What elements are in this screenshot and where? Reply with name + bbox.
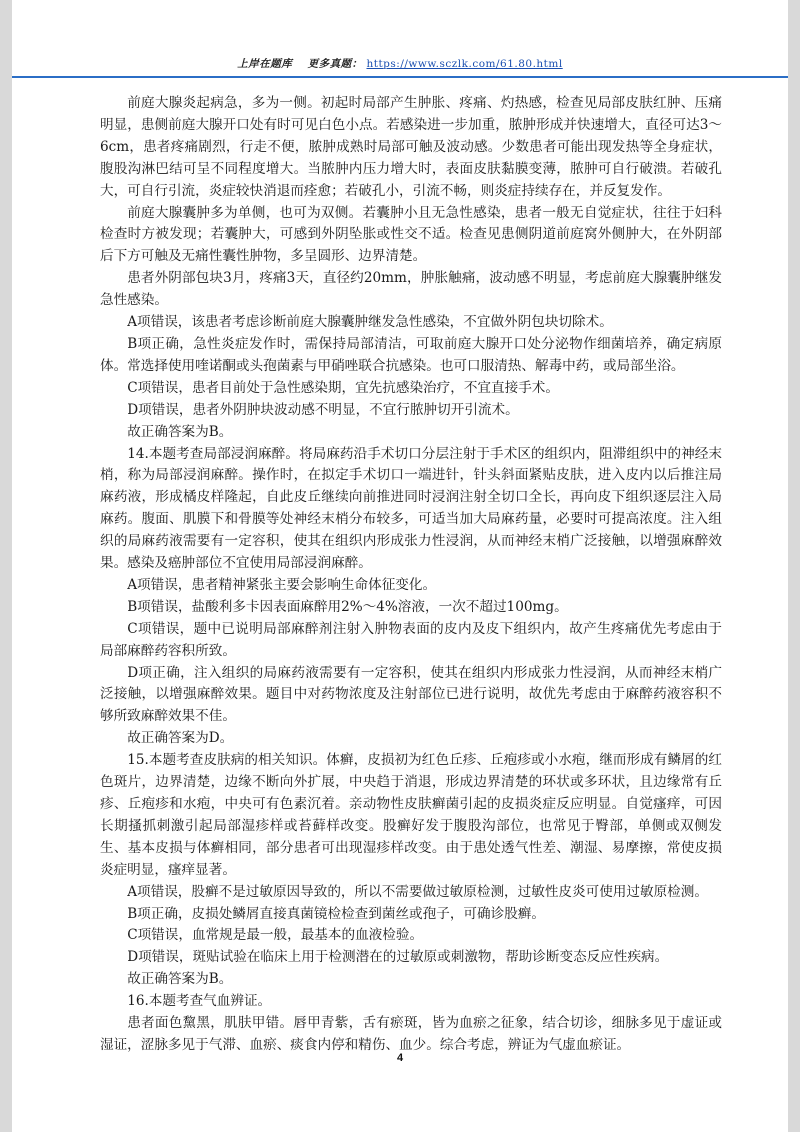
answer-line: 故正确答案为B。 (127, 423, 233, 440)
page-header (12, 56, 788, 71)
paragraph: D项错误，斑贴试验在临床上用于检测潜在的过敏原或刺激物，帮助诊断变态反应性疾病。 (127, 949, 669, 966)
answer-line: 故正确答案为D。 (127, 730, 234, 747)
paragraph: 14.本题考查局部浸润麻醉。将局麻药沿手术切口分层注射于手术区的组织内，阻滞组织中的神经末梢，称为局部浸润麻醉。操作时，在拟定手术切口一端进针，针头斜面紧贴皮肤，进入皮内以后推注局麻药液，形成橘皮样隆起，自此皮丘继续向前推进同时浸润注射全切口全长，再向皮下组织逐层注入局麻药。腹面、肌膜下和骨膜等处神经末梢分布较多，可适当加大局麻药量，必要时可提高浓度。注入组织的局麻药液需要有一定容积，使其在组织内形成张力性浸润，从而神经末梢广泛接触，以增强麻醉效果。感染及癌肿部位不宜使用局部浸润麻醉。 (100, 445, 722, 572)
paragraph: D项正确，注入组织的局麻药液需要有一定容积，使其在组织内形成张力性浸润，从而神经末梢广泛接触，以增强麻醉效果。题目中对药物浓度及注射部位已进行说明，故优先考虑由于麻醉药液容积不够所致麻醉效果不佳。 (100, 664, 722, 725)
paragraph: 16.本题考查气血辨证。 (127, 993, 272, 1010)
paragraph: B项错误，盐酸利多卡因表面麻醉用2%～4%溶液，一次不超过100mg。 (127, 598, 568, 615)
paragraph: C项错误，题中已说明局部麻醉剂注射入肿物表面的皮内及皮下组织内，故产生疼痛优先考虑由于局部麻醉药容积所致。 (100, 620, 722, 659)
paragraph: C项错误，患者目前处于急性感染期，宜先抗感染治疗，不宜直接手术。 (127, 379, 559, 396)
paragraph: 前庭大腺囊肿多为单侧，也可为双侧。若囊肿小且无急性感染，患者一般无自觉症状，往往于妇科检查时方被发现；若囊肿大，可感到外阴坠胀或性交不适。检查见患侧阴道前庭窝外侧肿大，在外阴部后下方可触及无痛性囊性肿物，多呈圆形、边界清楚。 (100, 204, 722, 265)
paragraph: A项错误，患者精神紧张主要会影响生命体征变化。 (127, 576, 437, 593)
site-label: 上岸在题库 (237, 58, 293, 70)
header-divider (12, 76, 788, 78)
paragraph: D项错误，患者外阴肿块波动感不明显，不宜行脓肿切开引流术。 (127, 401, 519, 418)
paragraph: C项错误，血常规是最一般，最基本的血液检验。 (127, 927, 424, 944)
paragraph: 前庭大腺炎起病急，多为一侧。初起时局部产生肿胀、疼痛、灼热感，检查见局部皮肤红肿、压痛明显，患侧前庭大腺开口处有时可见白色小点。若感染进一步加重，脓肿形成并快速增大，直径可达3～6cm，患者疼痛剧烈，行走不便，脓肿成熟时局部可触及波动感。少数患者可能出现发热等全身症状，腹股沟淋巴结可呈不同程度增大。当脓肿内压力增大时，表面皮肤黏膜变薄，脓肿可自行破溃。若破孔大，可自行引流，炎症较快消退而痊愈；若破孔小，引流不畅，则炎症持续存在，并反复发作。 (100, 95, 722, 199)
paragraph: A项错误，股癣不是过敏原因导致的，所以不需要做过敏原检测，过敏性皮炎可使用过敏原检测。 (127, 883, 708, 900)
paragraph: A项错误，该患者考虑诊断前庭大腺囊肿继发急性感染，不宜做外阴包块切除术。 (127, 314, 613, 331)
exam-label: 更多真题： (307, 58, 363, 70)
answer-line: 故正确答案为B。 (127, 971, 233, 988)
document-page (12, 0, 788, 1132)
paragraph: 患者外阴部包块3月，疼痛3天，直径约20mm，肿胀触痛，波动感不明显，考虑前庭大腺囊肿继发急性感染。 (100, 270, 722, 309)
paragraph: 患者面色黧黑，肌肤甲错。唇甲青紫，舌有瘀斑，皆为血瘀之征象，结合切诊，细脉多见于虚证或湿证，涩脉多见于气滞、血瘀、痰食内停和精伤、血少。综合考虑，辨证为气虚血瘀证。 (100, 1015, 722, 1053)
page-number: 4 (396, 1052, 404, 1064)
paragraph: B项正确，皮损处鳞屑直接真菌镜检检查到菌丝或孢子，可确诊股癣。 (127, 905, 545, 922)
body-text (100, 93, 722, 1057)
paragraph: B项正确，急性炎症发作时，需保持局部清洁，可取前庭大腺开口处分泌物作细菌培养，确定病原体。常选择使用喹诺酮或头孢菌素与甲硝唑联合抗感染。也可口服清热、解毒中药，或局部坐浴。 (100, 335, 722, 374)
header-link[interactable]: https://www.sczlk.com/61.80.html (366, 58, 563, 70)
paragraph: 15.本题考查皮肤病的相关知识。体癣，皮损初为红色丘疹、丘疱疹或小水疱，继而形成有鳞屑的红色斑片，边界清楚，边缘不断向外扩展，中央趋于消退，形成边界清楚的环状或多环状，且边缘常有丘疹、丘疱疹和水疱，中央可有色素沉着。亲动物性皮肤癣菌引起的皮损炎症反应明显。自觉瘙痒，可因长期搔抓刺激引起局部湿疹样或苔藓样改变。股癣好发于腹股沟部位，也常见于臀部，单侧或双侧发生、基本皮损与体癣相同，部分患者可出现湿疹样改变。由于患处透气性差、潮湿、易摩擦，常使皮损炎症明显，瘙痒显著。 (100, 752, 722, 878)
